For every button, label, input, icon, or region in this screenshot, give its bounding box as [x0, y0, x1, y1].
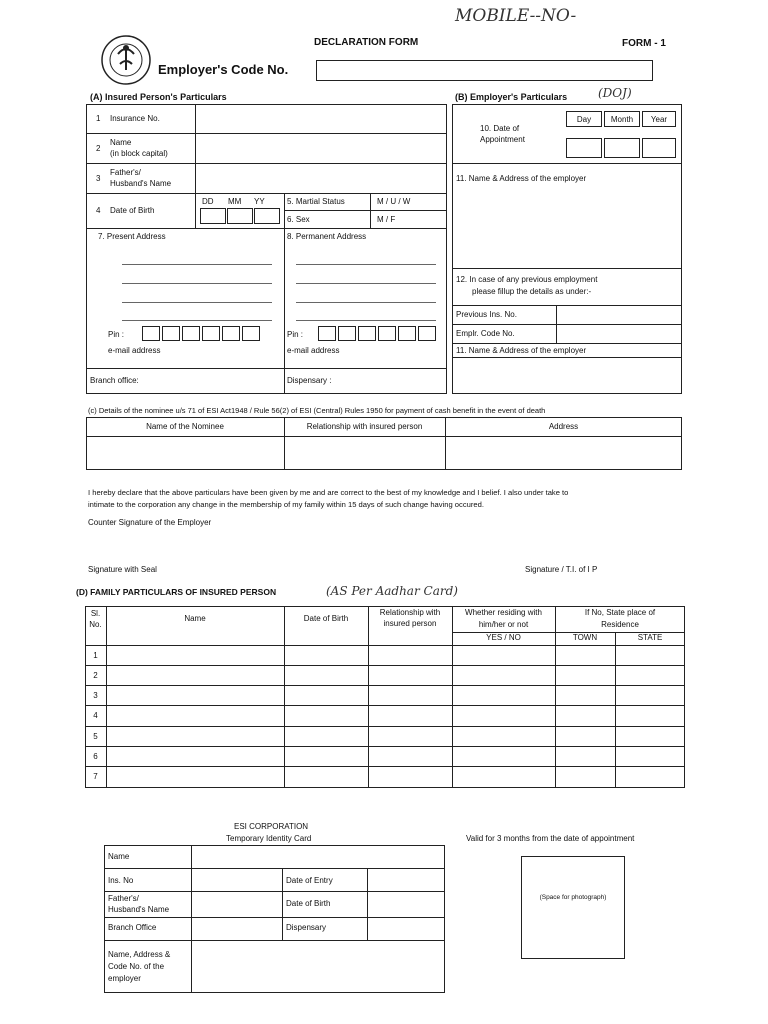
family-row-7: 7	[93, 772, 98, 781]
doa-year-header: Year	[642, 111, 676, 127]
doa-month-box[interactable]	[604, 138, 640, 158]
dob-yy-box[interactable]	[254, 208, 280, 224]
employer-code-field[interactable]	[316, 60, 653, 81]
id-card-subtitle: Temporary Identity Card	[226, 834, 312, 843]
col-state: STATE	[637, 633, 663, 642]
permanent-address-label: 8. Permanent Address	[287, 232, 367, 241]
name-sublabel: (in block capital)	[110, 149, 168, 158]
family-row-6: 6	[93, 752, 98, 761]
date-appointment-label: 10. Date of	[480, 124, 520, 133]
branch-office-label: Branch office:	[90, 376, 139, 385]
dob-dd: DD	[202, 197, 214, 206]
section-d-heading: (D) FAMILY PARTICULARS OF INSURED PERSON	[76, 587, 277, 597]
row-num-3: 3	[96, 174, 101, 183]
insurance-no-field[interactable]	[196, 105, 446, 133]
nominee-col-name: Name of the Nominee	[146, 422, 224, 431]
present-email-label: e-mail address	[108, 346, 161, 355]
handwritten-doj: (DOJ)	[598, 86, 632, 100]
doa-day-box[interactable]	[566, 138, 602, 158]
dob-mm: MM	[228, 197, 242, 206]
col-residing: Whether residing with	[465, 608, 542, 617]
id-dob-label: Date of Birth	[286, 899, 331, 908]
father-sublabel: Husband's Name	[110, 179, 172, 188]
dob-yy: YY	[254, 197, 265, 206]
id-employer-label-2: Code No. of the	[108, 962, 165, 971]
doa-year-box[interactable]	[642, 138, 676, 158]
id-dispensary-label: Dispensary	[286, 923, 327, 932]
family-row-3: 3	[93, 691, 98, 700]
col-town: TOWN	[572, 633, 598, 642]
emplr-code-label: Emplr. Code No.	[456, 329, 515, 338]
col-place-2: Residence	[601, 620, 639, 629]
prev-employer-address-label: 11. Name & Address of the employer	[456, 346, 587, 355]
previous-ins-label: Previous Ins. No.	[456, 310, 517, 319]
col-sl: Sl.	[90, 609, 101, 618]
dob-dd-box[interactable]	[200, 208, 226, 224]
id-card-validity: Valid for 3 months from the date of appointment	[466, 834, 635, 843]
esic-emblem-icon	[100, 34, 152, 86]
father-label: Father's/	[110, 168, 141, 177]
declaration-line-1: I hereby declare that the above particulars have been given by me and are correct to the best of my knowledge and I belief. I also under take to	[88, 488, 569, 497]
section-b-heading: (B) Employer's Particulars	[455, 92, 568, 102]
permanent-email-label: e-mail address	[287, 346, 340, 355]
employer-name-address-label: 11. Name & Address of the employer	[456, 174, 587, 183]
date-appointment-label2: Appointment	[480, 135, 525, 144]
col-place: If No, State place of	[584, 608, 656, 617]
declaration-line-2: intimate to the corporation any change in the membership of my family within 15 days of such change having occured.	[88, 500, 484, 509]
doa-day-header: Day	[566, 111, 602, 127]
photo-placeholder: (Space for photograph)	[539, 894, 607, 901]
previous-employment-label: 12. In case of any previous employment	[456, 275, 598, 284]
photo-box[interactable]	[521, 856, 625, 959]
nominee-col-address: Address	[548, 422, 579, 431]
father-name-field[interactable]	[196, 164, 446, 192]
dob-mm-box[interactable]	[227, 208, 253, 224]
esic-logo	[100, 34, 152, 86]
counter-signature-label: Counter Signature of the Employer	[88, 518, 212, 527]
col-dob: Date of Birth	[303, 614, 349, 623]
id-father-label-2: Husband's Name	[108, 905, 170, 914]
id-date-entry-label: Date of Entry	[286, 876, 333, 885]
id-card-title: ESI CORPORATION	[234, 822, 309, 831]
sex-label: 6. Sex	[287, 215, 310, 224]
col-residing-2: him/her or not	[478, 620, 529, 629]
row-num-2: 2	[96, 144, 101, 153]
col-no: No.	[89, 620, 102, 629]
family-row-5: 5	[93, 732, 98, 741]
sex-options[interactable]: M / F	[377, 215, 396, 224]
nominee-relationship-field[interactable]	[285, 437, 444, 469]
row-num-1: 1	[96, 114, 101, 123]
nominee-address-field[interactable]	[446, 437, 681, 469]
family-row-1: 1	[93, 651, 98, 660]
id-ins-no-label: Ins. No	[108, 876, 134, 885]
nominee-col-relationship: Relationship with insured person	[306, 422, 423, 431]
name-field[interactable]	[196, 134, 446, 162]
row-num-4: 4	[96, 206, 101, 215]
id-employer-label-3: employer	[108, 974, 141, 983]
section-a-heading: (A) Insured Person's Particulars	[90, 92, 227, 102]
id-employer-label: Name, Address &	[108, 950, 171, 959]
form-title: DECLARATION FORM	[314, 37, 419, 48]
name-label: Name	[110, 138, 132, 147]
family-row-2: 2	[93, 671, 98, 680]
id-branch-label: Branch Office	[108, 923, 157, 932]
id-name-label: Name	[108, 852, 130, 861]
id-father-label: Father's/	[108, 894, 139, 903]
present-address-label: 7. Present Address	[98, 232, 166, 241]
marital-status-options[interactable]: M / U / W	[377, 197, 411, 206]
nominee-name-field[interactable]	[87, 437, 283, 469]
permanent-pin-label: Pin :	[287, 330, 304, 339]
employer-code-label: Employer's Code No.	[158, 62, 289, 77]
doa-month-header: Month	[604, 111, 640, 127]
section-c-heading: (c) Details of the nominee u/s 71 of ESI Act1948 / Rule 56(2) of ESI (Central) Rules 1950 for payment of cash benefit in the event of death	[88, 406, 546, 415]
previous-employment-sublabel: please fillup the details as under:-	[472, 287, 592, 296]
col-relationship-2: insured person	[383, 619, 437, 628]
form-number: FORM - 1	[622, 38, 666, 49]
insurance-no-label: Insurance No.	[110, 114, 160, 123]
signature-seal-label: Signature with Seal	[88, 565, 157, 574]
present-pin-label: Pin :	[108, 330, 125, 339]
handwritten-mobile-no: MOBILE--NO-	[455, 6, 577, 26]
signature-ip-label: Signature / T.I. of I P	[525, 565, 598, 574]
dispensary-label: Dispensary :	[287, 376, 332, 385]
col-name: Name	[184, 614, 206, 623]
marital-status-label: 5. Martial Status	[287, 197, 345, 206]
handwritten-aadhar: (AS Per Aadhar Card)	[326, 584, 458, 598]
col-relationship: Relationship with	[379, 608, 441, 617]
col-yes-no: YES / NO	[486, 633, 521, 642]
dob-label: Date of Birth	[110, 206, 155, 215]
family-row-4: 4	[93, 711, 98, 720]
